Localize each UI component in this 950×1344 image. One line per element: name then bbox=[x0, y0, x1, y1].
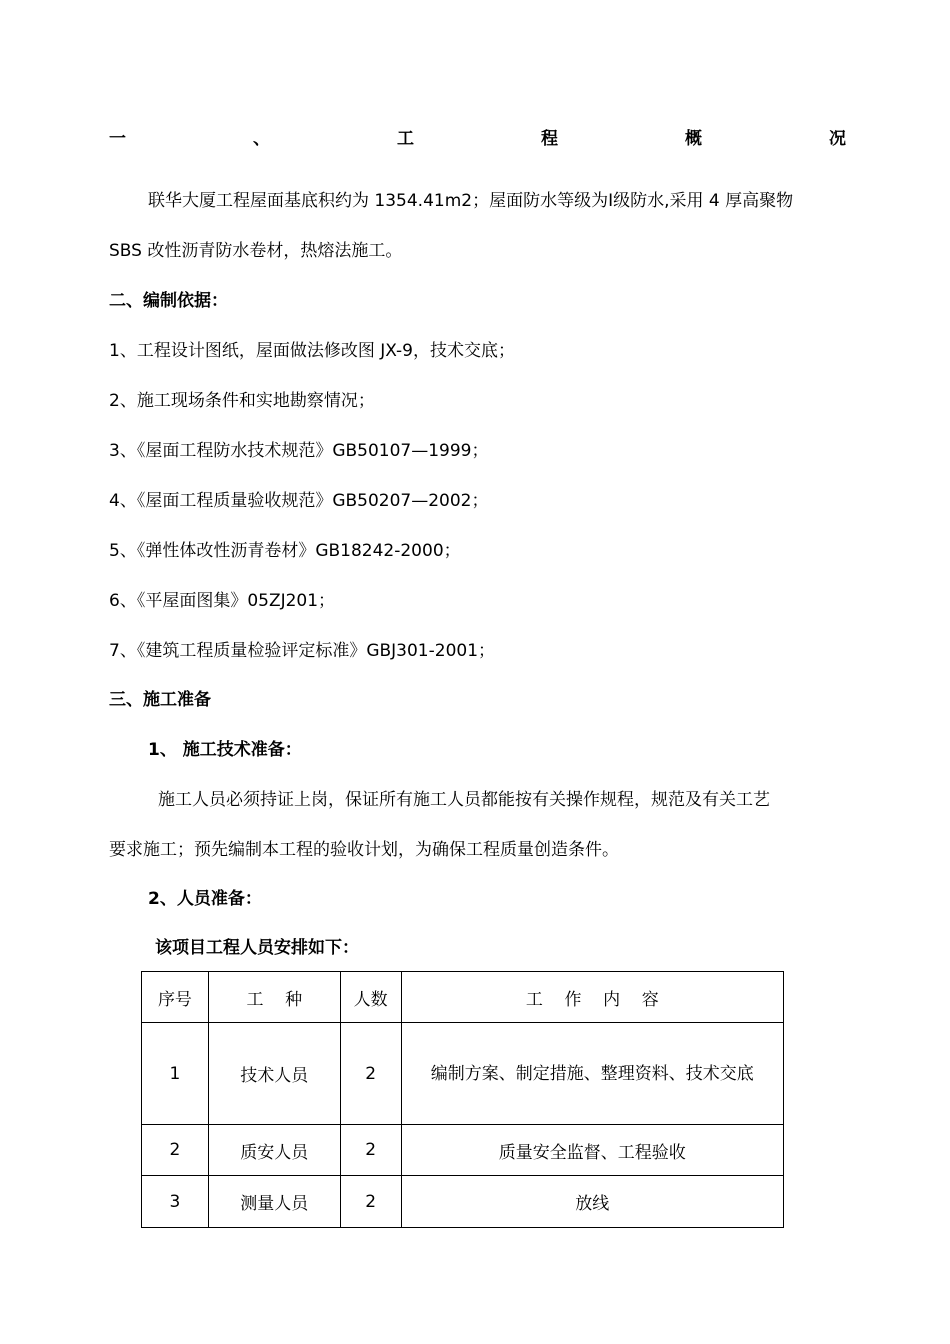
table-cell: 2 bbox=[142, 1125, 209, 1176]
table-row bbox=[142, 1176, 784, 1228]
overview-paragraph-line-2: SBS 改性沥青防水卷材，热熔法施工。 bbox=[109, 241, 403, 261]
header-cell-index: 序号 bbox=[142, 972, 209, 1023]
heading-char: 、 bbox=[253, 129, 270, 149]
section-heading-overview bbox=[109, 124, 846, 149]
basis-item: 6、《平屋面图集》05ZJ201； bbox=[109, 591, 336, 611]
table-caption: 该项目工程人员安排如下： bbox=[155, 938, 359, 958]
table-row bbox=[142, 1023, 784, 1125]
table-cell: 2 bbox=[340, 1176, 401, 1228]
table-cell: 技术人员 bbox=[208, 1023, 340, 1125]
subheading-staff-prep: 2、人员准备： bbox=[148, 889, 262, 909]
basis-item: 3、《屋面工程防水技术规范》GB50107—1999； bbox=[109, 441, 489, 461]
heading-char: 一 bbox=[109, 129, 126, 149]
heading-char: 工 bbox=[397, 129, 414, 149]
section-heading-basis: 二、编制依据： bbox=[109, 291, 228, 311]
table-cell: 放线 bbox=[401, 1176, 783, 1228]
header-cell-count: 人数 bbox=[340, 972, 401, 1023]
heading-char: 概 bbox=[685, 129, 702, 149]
table-cell: 质安人员 bbox=[208, 1125, 340, 1176]
heading-char: 况 bbox=[829, 129, 846, 149]
header-cell-type: 工 种 bbox=[208, 972, 340, 1023]
basis-item: 5、《弹性体改性沥青卷材》GB18242-2000； bbox=[109, 541, 461, 561]
table-header-row bbox=[142, 972, 784, 1023]
section-heading-preparation: 三、施工准备 bbox=[109, 690, 211, 710]
basis-item: 1、工程设计图纸，屋面做法修改图 JX-9，技术交底； bbox=[109, 341, 515, 361]
table-cell: 测量人员 bbox=[208, 1176, 340, 1228]
subheading-technical-prep: 1、 施工技术准备： bbox=[148, 740, 302, 760]
technical-prep-line-2: 要求施工；预先编制本工程的验收计划，为确保工程质量创造条件。 bbox=[109, 840, 619, 860]
overview-paragraph-line-1: 联华大厦工程屋面基底积约为 1354.41m2；屋面防水等级为Ⅰ级防水,采用 4 厚高聚物 bbox=[148, 191, 794, 211]
table-row bbox=[142, 1125, 784, 1176]
staff-table bbox=[141, 971, 784, 1228]
basis-item: 7、《建筑工程质量检验评定标准》GBJ301-2001； bbox=[109, 641, 496, 661]
technical-prep-line-1: 施工人员必须持证上岗，保证所有施工人员都能按有关操作规程，规范及有关工艺 bbox=[158, 790, 770, 810]
table-cell: 质量安全监督、工程验收 bbox=[401, 1125, 783, 1176]
table-cell: 2 bbox=[340, 1125, 401, 1176]
basis-item: 2、施工现场条件和实地勘察情况； bbox=[109, 391, 375, 411]
heading-char: 程 bbox=[541, 129, 558, 149]
table-cell: 2 bbox=[340, 1023, 401, 1125]
table-cell: 1 bbox=[142, 1023, 209, 1125]
table-cell: 3 bbox=[142, 1176, 209, 1228]
header-cell-duties: 工 作 内 容 bbox=[401, 972, 783, 1023]
table-cell: 编制方案、制定措施、整理资料、技术交底 bbox=[401, 1023, 783, 1125]
basis-item: 4、《屋面工程质量验收规范》GB50207—2002； bbox=[109, 491, 489, 511]
